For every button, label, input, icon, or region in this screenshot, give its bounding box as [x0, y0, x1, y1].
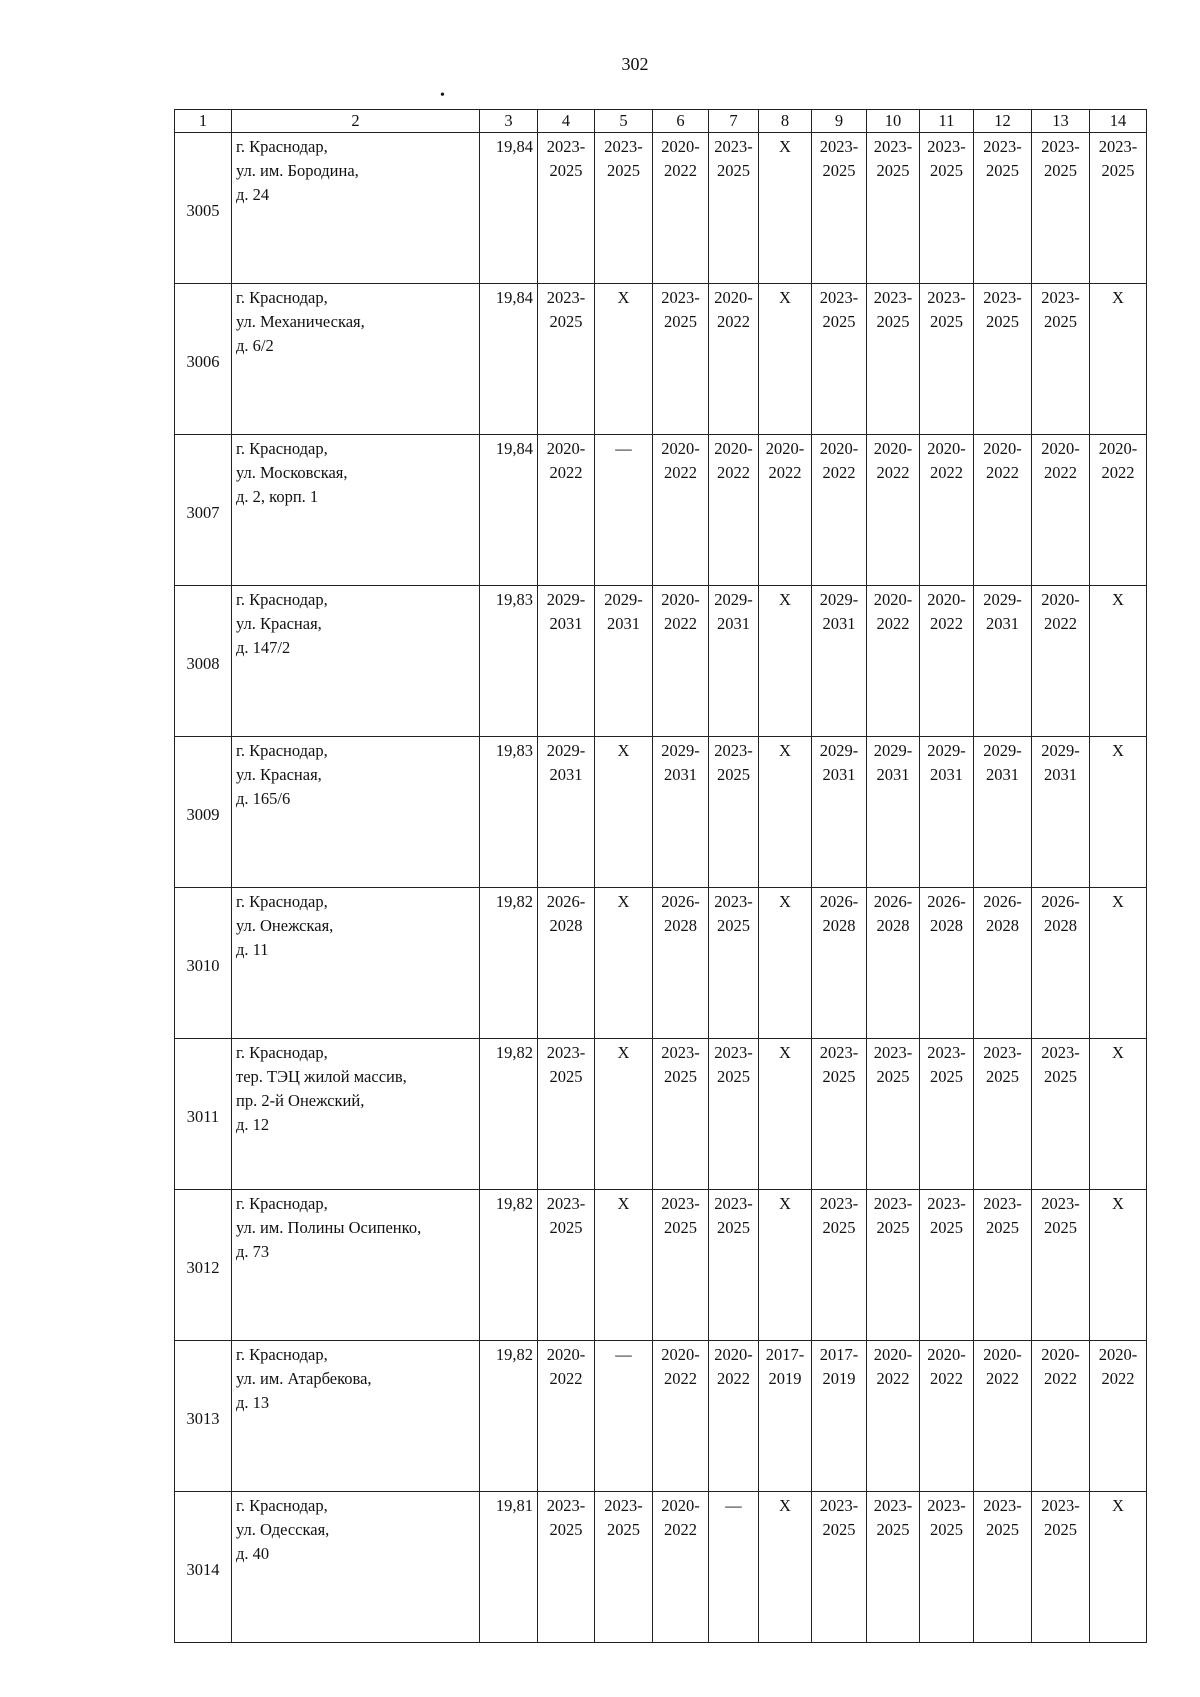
period-cell: Х — [1090, 1190, 1147, 1341]
column-header: 13 — [1032, 110, 1090, 133]
period-cell: Х — [1090, 586, 1147, 737]
address-cell: г. Краснодар, ул. Красная, д. 165/6 — [232, 737, 480, 888]
period-cell: 2023- 2025 — [1032, 1039, 1090, 1190]
period-cell: 2020- 2022 — [1032, 435, 1090, 586]
table-row — [175, 284, 1147, 435]
period-cell: 2023- 2025 — [920, 1492, 974, 1643]
row-number: 3009 — [175, 737, 232, 888]
table-row — [175, 435, 1147, 586]
period-cell: Х — [759, 1190, 812, 1341]
row-number: 3011 — [175, 1039, 232, 1190]
period-cell: 2020- 2022 — [709, 284, 759, 435]
period-cell: 2023- 2025 — [709, 1039, 759, 1190]
period-cell: 2026- 2028 — [538, 888, 595, 1039]
period-cell: 2017- 2019 — [759, 1341, 812, 1492]
period-cell: 2023- 2025 — [653, 1190, 709, 1341]
period-cell: 2023- 2025 — [538, 133, 595, 284]
period-cell: 2029- 2031 — [538, 737, 595, 888]
period-cell: 2023- 2025 — [1032, 1190, 1090, 1341]
period-cell: 2023- 2025 — [974, 284, 1032, 435]
period-cell: 2023- 2025 — [867, 133, 920, 284]
period-cell: 2029- 2031 — [709, 586, 759, 737]
table-row — [175, 737, 1147, 888]
scan-mark: • — [440, 88, 445, 103]
period-cell: 2020- 2022 — [867, 1341, 920, 1492]
period-cell: 2023- 2025 — [709, 1190, 759, 1341]
row-number: 3008 — [175, 586, 232, 737]
period-cell: 2023- 2025 — [538, 284, 595, 435]
address-cell: г. Краснодар, ул. Московская, д. 2, корп. 1 — [232, 435, 480, 586]
period-cell: Х — [595, 1039, 653, 1190]
period-cell: Х — [595, 284, 653, 435]
period-cell: 2023- 2025 — [812, 133, 867, 284]
table-body — [175, 133, 1147, 1643]
column-header: 2 — [232, 110, 480, 133]
column-header: 11 — [920, 110, 974, 133]
period-cell: 2026- 2028 — [867, 888, 920, 1039]
value-cell: 19,81 — [480, 1492, 538, 1643]
page-number: 302 — [621, 54, 649, 74]
period-cell: 2023- 2025 — [867, 1039, 920, 1190]
value-cell: 19,83 — [480, 737, 538, 888]
period-cell: 2020- 2022 — [709, 1341, 759, 1492]
column-header: 12 — [974, 110, 1032, 133]
period-cell: Х — [595, 1190, 653, 1341]
period-cell: 2023- 2025 — [920, 1039, 974, 1190]
period-cell: 2026- 2028 — [812, 888, 867, 1039]
period-cell: 2023- 2025 — [538, 1039, 595, 1190]
period-cell: Х — [759, 1492, 812, 1643]
period-cell: 2020- 2022 — [974, 1341, 1032, 1492]
period-cell: 2023- 2025 — [1090, 133, 1147, 284]
value-cell: 19,84 — [480, 435, 538, 586]
period-cell: Х — [595, 888, 653, 1039]
period-cell: 2023- 2025 — [812, 1492, 867, 1643]
period-cell: 2023- 2025 — [974, 1190, 1032, 1341]
period-cell: 2023- 2025 — [709, 737, 759, 888]
value-cell: 19,83 — [480, 586, 538, 737]
period-cell: 2020- 2022 — [1032, 586, 1090, 737]
period-cell: 2029- 2031 — [812, 737, 867, 888]
column-header: 1 — [175, 110, 232, 133]
table-row — [175, 1039, 1147, 1190]
period-cell: 2023- 2025 — [867, 1190, 920, 1341]
period-cell: 2029- 2031 — [867, 737, 920, 888]
period-cell: 2029- 2031 — [974, 737, 1032, 888]
address-cell: г. Краснодар, тер. ТЭЦ жилой массив, пр. 2-й Онежский, д. 12 — [232, 1039, 480, 1190]
header-row — [175, 110, 1147, 133]
period-cell: 2020- 2022 — [653, 435, 709, 586]
period-cell: 2020- 2022 — [812, 435, 867, 586]
column-header: 4 — [538, 110, 595, 133]
column-header: 14 — [1090, 110, 1147, 133]
row-number: 3007 — [175, 435, 232, 586]
column-header: 8 — [759, 110, 812, 133]
period-cell: 2023- 2025 — [812, 284, 867, 435]
address-cell: г. Краснодар, ул. им. Атарбекова, д. 13 — [232, 1341, 480, 1492]
row-number: 3014 — [175, 1492, 232, 1643]
period-cell: 2023- 2025 — [595, 133, 653, 284]
period-cell: 2023- 2025 — [538, 1190, 595, 1341]
period-cell: 2017- 2019 — [812, 1341, 867, 1492]
period-cell: 2023- 2025 — [1032, 133, 1090, 284]
value-cell: 19,84 — [480, 284, 538, 435]
value-cell: 19,82 — [480, 1039, 538, 1190]
period-cell: 2029- 2031 — [1032, 737, 1090, 888]
period-cell: 2020- 2022 — [920, 1341, 974, 1492]
table-row — [175, 1492, 1147, 1643]
period-cell: 2020- 2022 — [867, 435, 920, 586]
table-row — [175, 586, 1147, 737]
table-row — [175, 133, 1147, 284]
address-cell: г. Краснодар, ул. им. Полины Осипенко, д. 73 — [232, 1190, 480, 1341]
period-cell: 2026- 2028 — [974, 888, 1032, 1039]
row-number: 3006 — [175, 284, 232, 435]
period-cell: 2023- 2025 — [709, 888, 759, 1039]
period-cell: 2029- 2031 — [974, 586, 1032, 737]
period-cell: Х — [1090, 737, 1147, 888]
period-cell: 2020- 2022 — [1032, 1341, 1090, 1492]
column-header: 3 — [480, 110, 538, 133]
period-cell: 2020- 2022 — [653, 1492, 709, 1643]
period-cell: 2026- 2028 — [1032, 888, 1090, 1039]
column-header: 5 — [595, 110, 653, 133]
period-cell: 2020- 2022 — [920, 586, 974, 737]
period-cell: Х — [759, 1039, 812, 1190]
period-cell: 2023- 2025 — [1032, 284, 1090, 435]
row-number: 3013 — [175, 1341, 232, 1492]
period-cell: 2023- 2025 — [1032, 1492, 1090, 1643]
period-cell: — — [709, 1492, 759, 1643]
value-cell: 19,82 — [480, 1190, 538, 1341]
period-cell: 2023- 2025 — [867, 1492, 920, 1643]
period-cell: 2023- 2025 — [920, 1190, 974, 1341]
period-cell: Х — [1090, 284, 1147, 435]
period-cell: 2023- 2025 — [812, 1190, 867, 1341]
period-cell: Х — [759, 284, 812, 435]
period-cell: 2026- 2028 — [920, 888, 974, 1039]
address-cell: г. Краснодар, ул. Механическая, д. 6/2 — [232, 284, 480, 435]
period-cell: Х — [759, 586, 812, 737]
period-cell: 2023- 2025 — [974, 1039, 1032, 1190]
schedule-table — [174, 109, 1147, 1643]
period-cell: — — [595, 435, 653, 586]
address-cell: г. Краснодар, ул. Онежская, д. 11 — [232, 888, 480, 1039]
period-cell: Х — [1090, 888, 1147, 1039]
period-cell: 2020- 2022 — [974, 435, 1032, 586]
column-header: 9 — [812, 110, 867, 133]
column-header: 7 — [709, 110, 759, 133]
period-cell: 2020- 2022 — [653, 586, 709, 737]
period-cell: 2023- 2025 — [812, 1039, 867, 1190]
period-cell: 2020- 2022 — [538, 435, 595, 586]
row-number: 3005 — [175, 133, 232, 284]
column-header: 10 — [867, 110, 920, 133]
period-cell: 2023- 2025 — [920, 133, 974, 284]
period-cell: Х — [595, 737, 653, 888]
period-cell: 2023- 2025 — [538, 1492, 595, 1643]
period-cell: Х — [1090, 1039, 1147, 1190]
period-cell: 2029- 2031 — [653, 737, 709, 888]
period-cell: 2020- 2022 — [653, 133, 709, 284]
value-cell: 19,84 — [480, 133, 538, 284]
period-cell: 2023- 2025 — [974, 1492, 1032, 1643]
value-cell: 19,82 — [480, 888, 538, 1039]
row-number: 3010 — [175, 888, 232, 1039]
period-cell: 2029- 2031 — [812, 586, 867, 737]
period-cell: Х — [1090, 1492, 1147, 1643]
period-cell: 2020- 2022 — [759, 435, 812, 586]
period-cell: 2023- 2025 — [653, 284, 709, 435]
period-cell: 2023- 2025 — [595, 1492, 653, 1643]
table-row — [175, 1341, 1147, 1492]
period-cell: 2020- 2022 — [709, 435, 759, 586]
period-cell: 2020- 2022 — [1090, 1341, 1147, 1492]
period-cell: 2026- 2028 — [653, 888, 709, 1039]
address-cell: г. Краснодар, ул. Красная, д. 147/2 — [232, 586, 480, 737]
column-header: 6 — [653, 110, 709, 133]
period-cell: Х — [759, 737, 812, 888]
period-cell: — — [595, 1341, 653, 1492]
table-row — [175, 1190, 1147, 1341]
period-cell: 2023- 2025 — [974, 133, 1032, 284]
period-cell: 2029- 2031 — [920, 737, 974, 888]
period-cell: 2023- 2025 — [867, 284, 920, 435]
address-cell: г. Краснодар, ул. Одесская, д. 40 — [232, 1492, 480, 1643]
period-cell: Х — [759, 888, 812, 1039]
row-number: 3012 — [175, 1190, 232, 1341]
period-cell: Х — [759, 133, 812, 284]
period-cell: 2023- 2025 — [653, 1039, 709, 1190]
period-cell: 2020- 2022 — [538, 1341, 595, 1492]
period-cell: 2029- 2031 — [595, 586, 653, 737]
table-row — [175, 888, 1147, 1039]
address-cell: г. Краснодар, ул. им. Бородина, д. 24 — [232, 133, 480, 284]
period-cell: 2023- 2025 — [920, 284, 974, 435]
value-cell: 19,82 — [480, 1341, 538, 1492]
period-cell: 2020- 2022 — [653, 1341, 709, 1492]
period-cell: 2020- 2022 — [1090, 435, 1147, 586]
period-cell: 2029- 2031 — [538, 586, 595, 737]
period-cell: 2020- 2022 — [920, 435, 974, 586]
period-cell: 2020- 2022 — [867, 586, 920, 737]
period-cell: 2023- 2025 — [709, 133, 759, 284]
